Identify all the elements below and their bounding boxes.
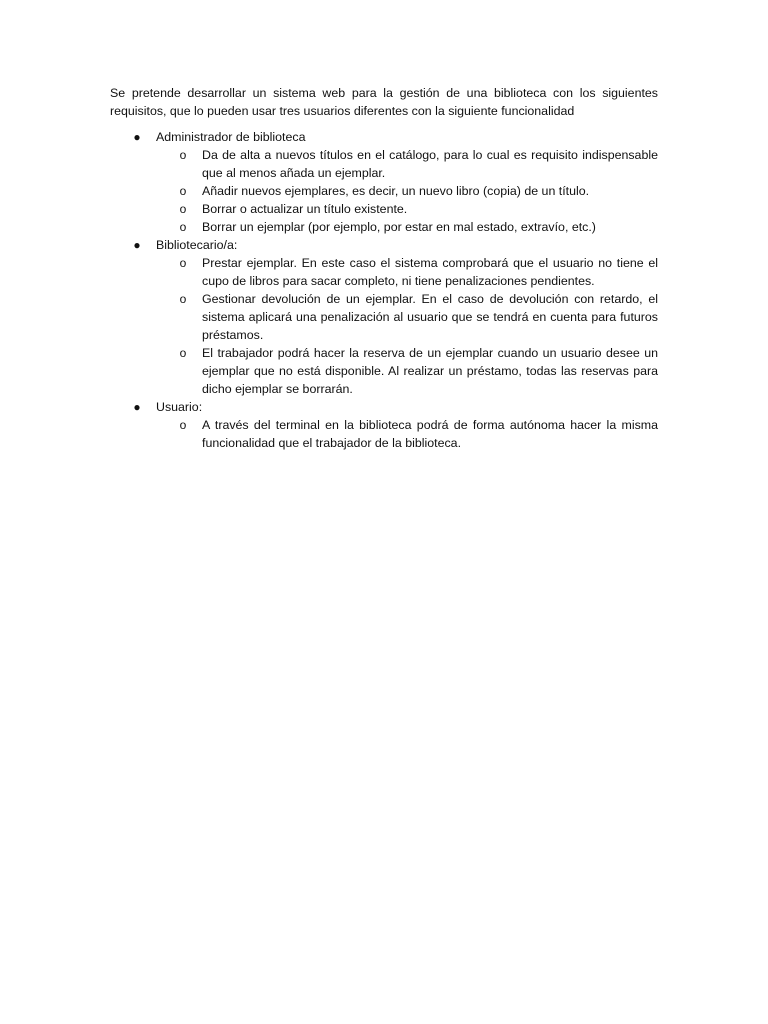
bullet-circle-icon: o — [179, 202, 187, 216]
task-list — [156, 416, 658, 452]
task-item — [156, 146, 658, 182]
role-title: Usuario: — [156, 400, 203, 414]
task-item — [156, 416, 658, 452]
document-page — [110, 84, 658, 452]
bullet-circle-icon: o — [179, 148, 187, 162]
role-title: Bibliotecario/a: — [156, 238, 238, 252]
task-item — [156, 182, 658, 200]
task-item — [156, 290, 658, 344]
bullet-disc-icon: ● — [133, 400, 141, 414]
bullet-circle-icon: o — [179, 292, 187, 306]
role-title: Administrador de biblioteca — [156, 130, 306, 144]
role-item-administrador — [110, 128, 658, 236]
task-text: Borrar un ejemplar (por ejemplo, por estar en mal estado, extravío, etc.) — [202, 220, 596, 234]
task-list — [156, 254, 658, 398]
task-text: Gestionar devolución de un ejemplar. En el caso de devolución con retardo, el sistema aplicará una penalización al usuario que se tendrá en cuenta para futuros préstamos. — [202, 292, 658, 342]
task-text: Prestar ejemplar. En este caso el sistema comprobará que el usuario no tiene el cupo de libros para sacar completo, ni tiene penalizaciones pendientes. — [202, 256, 658, 288]
role-item-usuario — [110, 398, 658, 452]
task-text: Borrar o actualizar un título existente. — [202, 202, 408, 216]
task-item — [156, 200, 658, 218]
bullet-disc-icon: ● — [133, 238, 141, 252]
task-text: A través del terminal en la biblioteca podrá de forma autónoma hacer la misma funcionalidad que el trabajador de la biblioteca. — [202, 418, 658, 450]
role-item-bibliotecario — [110, 236, 658, 398]
bullet-disc-icon: ● — [133, 130, 141, 144]
task-text: Da de alta a nuevos títulos en el catálogo, para lo cual es requisito indispensable que al menos añada un ejemplar. — [202, 148, 658, 180]
bullet-circle-icon: o — [179, 220, 187, 234]
task-item — [156, 344, 658, 398]
intro-paragraph: Se pretende desarrollar un sistema web para la gestión de una biblioteca con los siguientes requisitos, que lo pueden usar tres usuarios diferentes con la siguiente funcionalidad — [110, 86, 658, 118]
bullet-circle-icon: o — [179, 346, 187, 360]
bullet-circle-icon: o — [179, 256, 187, 270]
task-text: Añadir nuevos ejemplares, es decir, un nuevo libro (copia) de un título. — [202, 184, 590, 198]
task-text: El trabajador podrá hacer la reserva de un ejemplar cuando un usuario desee un ejemplar que no está disponible. Al realizar un préstamo, todas las reservas para dicho ejemplar se borrarán. — [202, 346, 658, 396]
bullet-circle-icon: o — [179, 184, 187, 198]
task-item — [156, 218, 658, 236]
task-item — [156, 254, 658, 290]
task-list — [156, 146, 658, 236]
bullet-circle-icon: o — [179, 418, 187, 432]
role-list — [110, 128, 658, 452]
